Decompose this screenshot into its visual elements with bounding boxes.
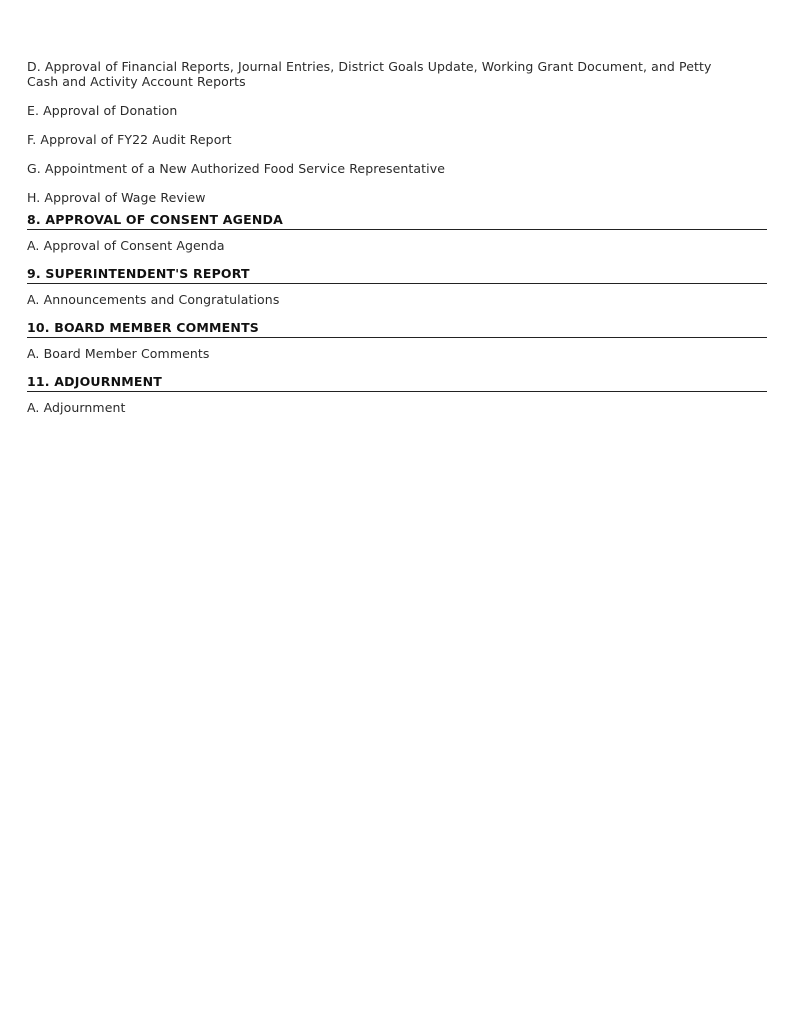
- section-adjournment: [27, 375, 767, 415]
- section-item: A. Board Member Comments: [27, 346, 210, 361]
- section-board-member-comments: [27, 321, 767, 361]
- section-heading: 11. ADJOURNMENT: [27, 375, 767, 392]
- section-heading: 8. APPROVAL OF CONSENT AGENDA: [27, 213, 767, 230]
- section-item: A. Approval of Consent Agenda: [27, 238, 225, 253]
- section-item: A. Adjournment: [27, 400, 126, 415]
- section-superintendent-report: [27, 267, 767, 307]
- section-item: A. Announcements and Congratulations: [27, 292, 280, 307]
- agenda-item-g: G. Appointment of a New Authorized Food Service Representative: [27, 161, 446, 176]
- agenda-item-e: E. Approval of Donation: [27, 103, 178, 118]
- section-consent-agenda: [27, 213, 767, 253]
- agenda-item-d: D. Approval of Financial Reports, Journal Entries, District Goals Update, Working Grant Document, and Petty Cash and Activity Account Reports: [27, 59, 712, 89]
- agenda-item-f: F. Approval of FY22 Audit Report: [27, 132, 232, 147]
- section-heading: 10. BOARD MEMBER COMMENTS: [27, 321, 767, 338]
- agenda-item-h: H. Approval of Wage Review: [27, 190, 206, 205]
- section-heading: 9. SUPERINTENDENT'S REPORT: [27, 267, 767, 284]
